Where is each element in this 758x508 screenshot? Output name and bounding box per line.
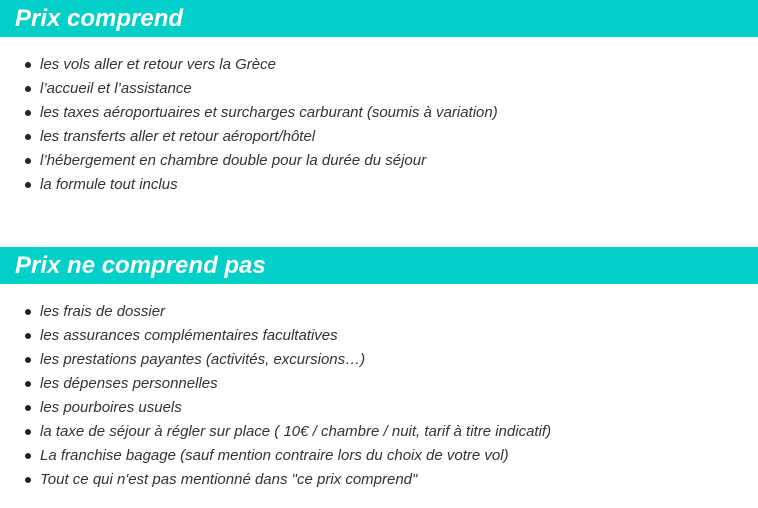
list-item [0, 149, 498, 173]
bullet-icon [25, 429, 31, 435]
section-title: Prix comprend [15, 5, 184, 32]
list-item-text: la taxe de séjour à régler sur place ( 10€ / chambre / nuit, tarif à titre indicatif) [40, 423, 552, 440]
section-title: Prix ne comprend pas [15, 252, 266, 279]
excluded-list [0, 300, 551, 492]
list-item [0, 300, 551, 324]
list-item-text: Tout ce qui n'est pas mentionné dans "ce prix comprend" [40, 471, 418, 488]
bullet-icon [25, 182, 31, 188]
bullet-icon [25, 86, 31, 92]
bullet-icon [25, 134, 31, 140]
list-item-text: les pourboires usuels [40, 399, 182, 416]
section-header-included [0, 0, 758, 37]
list-item [0, 420, 551, 444]
list-item-text: la formule tout inclus [40, 176, 178, 193]
list-item-text: les transferts aller et retour aéroport/hôtel [40, 128, 316, 145]
bullet-icon [25, 62, 31, 68]
list-item [0, 125, 498, 149]
list-item-text: La franchise bagage (sauf mention contraire lors du choix de votre vol) [40, 447, 509, 464]
bullet-icon [25, 381, 31, 387]
bullet-icon [25, 309, 31, 315]
list-item-text: les prestations payantes (activités, excursions…) [40, 351, 366, 368]
list-item [0, 348, 551, 372]
bullet-icon [25, 158, 31, 164]
included-list [0, 53, 498, 197]
section-header-excluded [0, 247, 758, 284]
bullet-icon [25, 333, 31, 339]
list-item [0, 468, 551, 492]
bullet-icon [25, 477, 31, 483]
list-item-text: les taxes aéroportuaires et surcharges carburant (soumis à variation) [40, 104, 498, 121]
list-item [0, 444, 551, 468]
list-item [0, 173, 498, 197]
list-item [0, 372, 551, 396]
list-item-text: l’accueil et l’assistance [40, 80, 192, 97]
bullet-icon [25, 453, 31, 459]
list-item-text: les dépenses personnelles [40, 375, 218, 392]
bullet-icon [25, 357, 31, 363]
list-item [0, 324, 551, 348]
list-item [0, 77, 498, 101]
bullet-icon [25, 405, 31, 411]
list-item [0, 53, 498, 77]
list-item-text: les vols aller et retour vers la Grèce [40, 56, 276, 73]
list-item [0, 101, 498, 125]
list-item [0, 396, 551, 420]
list-item-text: les assurances complémentaires facultatives [40, 327, 338, 344]
list-item-text: les frais de dossier [40, 303, 166, 320]
bullet-icon [25, 110, 31, 116]
list-item-text: l’hébergement en chambre double pour la durée du séjour [40, 152, 427, 169]
